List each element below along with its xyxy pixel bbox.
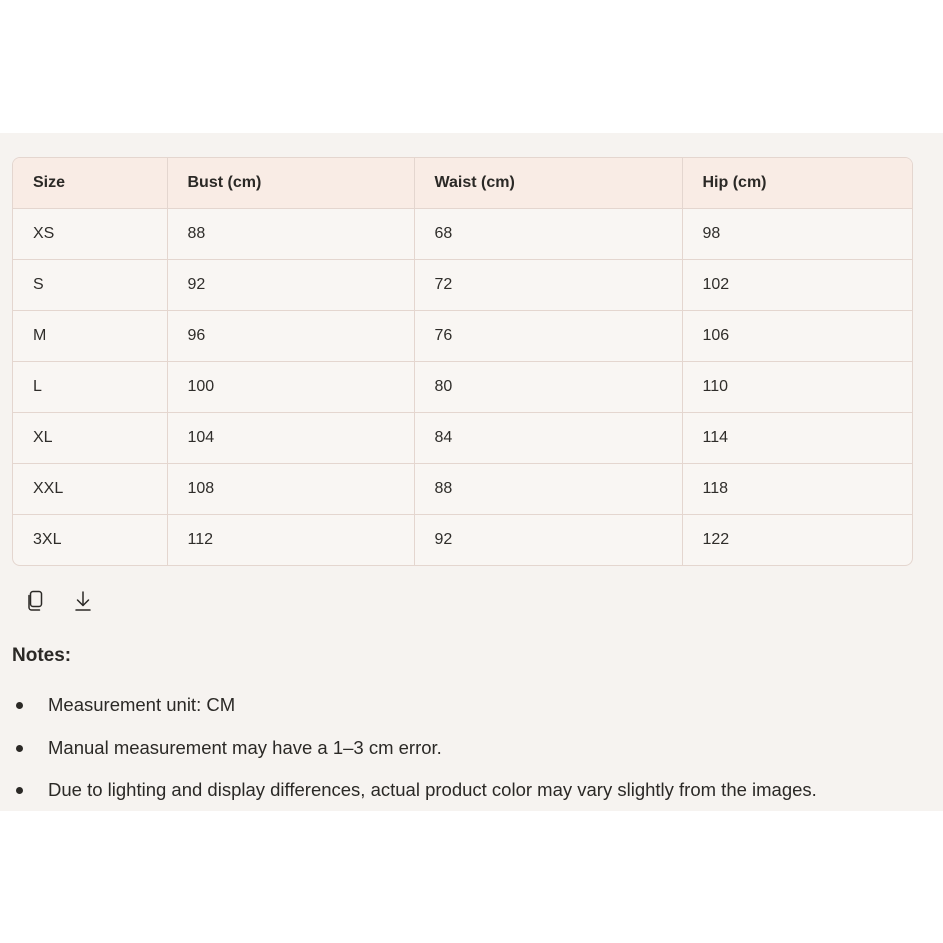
hip-cell: 110 (682, 362, 912, 413)
size-chart-table (13, 158, 912, 565)
notes-heading: Notes: (12, 645, 72, 666)
hip-cell: 106 (682, 311, 912, 362)
size-chart-header (13, 158, 912, 209)
header-row (13, 158, 912, 209)
content-panel (0, 133, 943, 811)
waist-cell: 80 (414, 362, 682, 413)
table-row (13, 413, 912, 464)
bust-cell: 112 (167, 515, 414, 566)
size-cell: XXL (13, 464, 167, 515)
note-text: Due to lighting and display differences, actual product color may vary slightly from the images. (48, 779, 817, 800)
size-chart-body (13, 209, 912, 566)
size-cell: S (13, 260, 167, 311)
table-row (13, 311, 912, 362)
list-item (12, 729, 932, 772)
header-hip: Hip (cm) (682, 158, 912, 209)
waist-cell: 84 (414, 413, 682, 464)
notes-list (12, 686, 932, 814)
bust-cell: 88 (167, 209, 414, 260)
size-cell: XS (13, 209, 167, 260)
table-row (13, 515, 912, 566)
download-button[interactable] (72, 591, 94, 615)
bust-cell: 100 (167, 362, 414, 413)
copy-button[interactable] (24, 591, 46, 615)
bullet-icon (16, 787, 23, 794)
waist-cell: 92 (414, 515, 682, 566)
bust-cell: 104 (167, 413, 414, 464)
hip-cell: 102 (682, 260, 912, 311)
size-cell: 3XL (13, 515, 167, 566)
size-cell: XL (13, 413, 167, 464)
table-row (13, 362, 912, 413)
copy-icon (26, 590, 44, 617)
list-item (12, 686, 932, 729)
table-row (13, 464, 912, 515)
bust-cell: 92 (167, 260, 414, 311)
waist-cell: 72 (414, 260, 682, 311)
waist-cell: 76 (414, 311, 682, 362)
bullet-icon (16, 745, 23, 752)
hip-cell: 122 (702, 531, 730, 548)
header-size: Size (13, 158, 167, 209)
header-bust: Bust (cm) (167, 158, 414, 209)
hip-cell: 98 (682, 209, 912, 260)
table-row (13, 209, 912, 260)
hip-cell: 118 (682, 464, 912, 515)
size-chart-table-container (12, 157, 913, 566)
size-cell: L (13, 362, 167, 413)
header-waist: Waist (cm) (414, 158, 682, 209)
table-row (13, 260, 912, 311)
waist-cell: 88 (414, 464, 682, 515)
bust-cell: 96 (167, 311, 414, 362)
note-text: Measurement unit: CM (48, 694, 236, 715)
hip-cell: 114 (682, 413, 912, 464)
bust-cell: 108 (167, 464, 414, 515)
bullet-icon (16, 702, 23, 709)
size-cell: M (13, 311, 167, 362)
waist-cell: 68 (414, 209, 682, 260)
table-actions (24, 591, 94, 615)
download-icon (74, 590, 92, 617)
note-text: Manual measurement may have a 1–3 cm error. (48, 736, 442, 758)
list-item (12, 771, 932, 814)
